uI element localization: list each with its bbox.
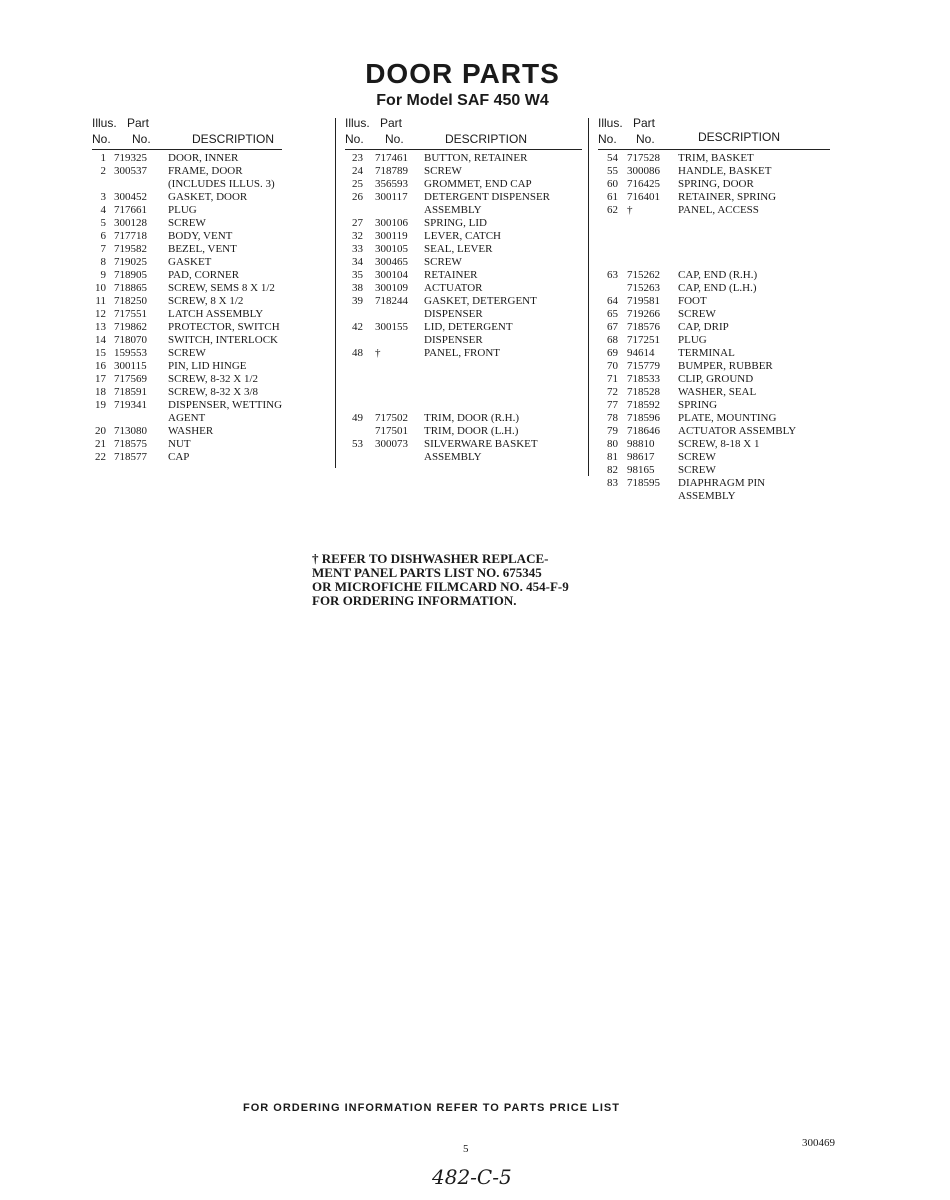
illus-number: 38 [352, 282, 363, 294]
part-number: 718592 [627, 399, 660, 411]
part-number: 718789 [375, 165, 408, 177]
column-divider-left [335, 118, 336, 468]
part-description: PROTECTOR, SWITCH [168, 321, 280, 333]
illus-number: 55 [607, 165, 618, 177]
part-number: 718070 [114, 334, 147, 346]
part-description: RETAINER, SPRING [678, 191, 777, 203]
illus-number: 79 [607, 425, 618, 437]
part-number: 717661 [114, 204, 147, 216]
part-number: 300117 [375, 191, 408, 203]
column-divider-right [588, 118, 589, 476]
part-description: SCREW, 8-18 X 1 [678, 438, 760, 450]
table-row [92, 204, 282, 217]
illus-number: 17 [95, 373, 106, 385]
illus-number: 61 [607, 191, 618, 203]
part-description: PANEL, ACCESS [678, 204, 759, 216]
part-description: TRIM, BASKET [678, 152, 754, 164]
part-number: 300115 [114, 360, 147, 372]
part-description: ASSEMBLY [424, 451, 482, 463]
part-number: 300104 [375, 269, 408, 281]
table-row [598, 295, 830, 308]
table-row [345, 399, 582, 412]
part-number: 300452 [114, 191, 147, 203]
illus-number: 12 [95, 308, 106, 320]
parts-column-3 [598, 116, 830, 503]
part-number: 716401 [627, 191, 660, 203]
illus-number: 18 [95, 386, 106, 398]
part-description: PLUG [678, 334, 707, 346]
header-description: DESCRIPTION [192, 132, 275, 146]
illus-number: 27 [352, 217, 363, 229]
part-description: ACTUATOR ASSEMBLY [678, 425, 797, 437]
illus-number: 54 [607, 152, 618, 164]
header-part: Part [633, 116, 656, 130]
part-description: WASHER, SEAL [678, 386, 757, 398]
table-row [345, 308, 582, 321]
part-number: 300073 [375, 438, 408, 450]
part-number: 718596 [627, 412, 660, 424]
part-number: 717251 [627, 334, 660, 346]
illus-number: 6 [100, 230, 106, 242]
table-row [345, 295, 582, 308]
illus-number: 21 [95, 438, 106, 450]
table-row [345, 243, 582, 256]
illus-number: 9 [100, 269, 106, 281]
table-row [598, 256, 830, 269]
table-row [92, 321, 282, 334]
illus-number: 63 [607, 269, 618, 281]
part-description: CAP, END (L.H.) [678, 282, 757, 294]
table-row [598, 425, 830, 438]
table-row [598, 243, 830, 256]
table-row [345, 321, 582, 334]
part-description: ACTUATOR [424, 282, 483, 294]
table-row [345, 191, 582, 204]
part-description: PLATE, MOUNTING [678, 412, 777, 424]
table-row [598, 360, 830, 373]
part-description: SPRING [678, 399, 718, 411]
table-row [92, 438, 282, 451]
illus-number: 62 [607, 204, 618, 216]
illus-number: 42 [352, 321, 363, 333]
table-row [92, 269, 282, 282]
header-rule [345, 149, 582, 150]
table-row [345, 152, 582, 165]
table-row [92, 360, 282, 373]
ordering-footer: FOR ORDERING INFORMATION REFER TO PARTS PRICE LIST [243, 1102, 620, 1114]
part-description: LATCH ASSEMBLY [168, 308, 264, 320]
header-illus: Illus. [92, 116, 117, 130]
part-number: 719862 [114, 321, 147, 333]
part-number: 717551 [114, 308, 147, 320]
part-number: 718905 [114, 269, 147, 281]
illus-number: 67 [607, 321, 618, 333]
part-description: DETERGENT DISPENSER [424, 191, 550, 203]
table-row [345, 256, 582, 269]
illus-number: 20 [95, 425, 106, 437]
part-description: SEAL, LEVER [424, 243, 493, 255]
table-row [345, 412, 582, 425]
part-description: CLIP, GROUND [678, 373, 754, 385]
table-row [92, 282, 282, 295]
table-row [345, 451, 582, 464]
table-row [345, 386, 582, 399]
table-row [345, 438, 582, 451]
table-row [598, 412, 830, 425]
header-part-no: No. [132, 132, 151, 146]
part-description: CAP, END (R.H.) [678, 269, 758, 281]
table-row [92, 386, 282, 399]
part-number: 98165 [627, 464, 655, 476]
illus-number: 49 [352, 412, 363, 424]
part-description: SCREW [678, 451, 716, 463]
illus-number: 60 [607, 178, 618, 190]
part-number: 300105 [375, 243, 408, 255]
parts-column-1 [92, 116, 282, 464]
illus-number: 53 [352, 438, 363, 450]
table-row [345, 269, 582, 282]
illus-number: 14 [95, 334, 106, 346]
part-description: DIAPHRAGM PIN [678, 477, 766, 489]
table-row [92, 230, 282, 243]
part-number: 300537 [114, 165, 147, 177]
part-description: TERMINAL [678, 347, 735, 359]
part-number: 717461 [375, 152, 408, 164]
part-number: 300155 [375, 321, 408, 333]
part-number: 718865 [114, 282, 147, 294]
part-description: TRIM, DOOR (L.H.) [424, 425, 519, 437]
table-row [598, 334, 830, 347]
part-description: BEZEL, VENT [168, 243, 237, 255]
illus-number: 26 [352, 191, 363, 203]
part-number: 356593 [375, 178, 408, 190]
part-number: 719582 [114, 243, 147, 255]
illus-number: 82 [607, 464, 618, 476]
part-description: FRAME, DOOR [168, 165, 243, 177]
part-description: SCREW [424, 165, 462, 177]
part-number: 715263 [627, 282, 660, 294]
table-row [598, 438, 830, 451]
header-description: DESCRIPTION [445, 132, 528, 146]
part-number: 718595 [627, 477, 660, 489]
part-description: PLUG [168, 204, 197, 216]
part-description: SCREW, 8-32 X 1/2 [168, 373, 259, 385]
illus-number: 34 [352, 256, 363, 268]
part-number: 300109 [375, 282, 408, 294]
part-description: SCREW, SEMS 8 X 1/2 [168, 282, 275, 294]
table-row [345, 334, 582, 347]
column-header [598, 116, 830, 150]
part-description: BUTTON, RETAINER [424, 152, 528, 164]
header-description: DESCRIPTION [698, 130, 781, 144]
table-row [92, 399, 282, 412]
illus-number: 2 [100, 165, 106, 177]
table-row [92, 425, 282, 438]
part-number: 718244 [375, 295, 408, 307]
part-number: 718577 [114, 451, 147, 463]
handwritten-code: 482-C-5 [432, 1165, 512, 1189]
table-row [345, 165, 582, 178]
part-description: SCREW, 8 X 1/2 [168, 295, 244, 307]
illus-number: 78 [607, 412, 618, 424]
illus-number: 13 [95, 321, 106, 333]
part-description: ASSEMBLY [424, 204, 482, 216]
table-row [92, 178, 282, 191]
part-number: 715779 [627, 360, 660, 372]
part-description: (INCLUDES ILLUS. 3) [168, 178, 275, 190]
part-number: 717528 [627, 152, 660, 164]
illus-number: 11 [95, 295, 106, 307]
part-description: GROMMET, END CAP [424, 178, 532, 190]
part-number: 718250 [114, 295, 147, 307]
illus-number: 69 [607, 347, 618, 359]
illus-number: 77 [607, 399, 618, 411]
table-row [598, 399, 830, 412]
illus-number: 10 [95, 282, 106, 294]
table-row [598, 451, 830, 464]
part-description: DISPENSER, WETTING [168, 399, 283, 411]
table-row [345, 282, 582, 295]
table-row [92, 191, 282, 204]
table-row [598, 191, 830, 204]
table-row [598, 230, 830, 243]
table-row [345, 360, 582, 373]
illus-number: 72 [607, 386, 618, 398]
table-row [345, 373, 582, 386]
part-number: 98810 [627, 438, 655, 450]
part-description: SCREW [678, 464, 716, 476]
part-description: HANDLE, BASKET [678, 165, 772, 177]
part-number: 159553 [114, 347, 147, 359]
illus-number: 4 [100, 204, 106, 216]
part-description: SCREW [168, 217, 206, 229]
illus-number: 16 [95, 360, 106, 372]
table-row [92, 308, 282, 321]
part-number: 300128 [114, 217, 147, 229]
table-row [92, 295, 282, 308]
parts-column-2 [345, 116, 582, 464]
illus-number: 83 [607, 477, 618, 489]
illus-number: 23 [352, 152, 363, 164]
header-illus-no: No. [345, 132, 364, 146]
table-row [598, 152, 830, 165]
header-rule [92, 149, 282, 150]
part-number: † [375, 347, 381, 359]
table-row [345, 178, 582, 191]
part-number: 717501 [375, 425, 408, 437]
part-description: TRIM, DOOR (R.H.) [424, 412, 520, 424]
ordering-note: † REFER TO DISHWASHER REPLACE- MENT PANEL PARTS LIST NO. 675345 OR MICROFICHE FILMCARD NO. 454-F-9 FOR ORDERING INFORMATION. [312, 551, 569, 608]
part-number: 718646 [627, 425, 660, 437]
header-illus: Illus. [598, 116, 623, 130]
illus-number: 68 [607, 334, 618, 346]
part-number: 300106 [375, 217, 408, 229]
part-description: WASHER [168, 425, 214, 437]
part-description: SPRING, DOOR [678, 178, 754, 190]
illus-number: 25 [352, 178, 363, 190]
parts-rows [345, 152, 582, 464]
part-description: BODY, VENT [168, 230, 233, 242]
part-description: FOOT [678, 295, 707, 307]
part-number: 719341 [114, 399, 147, 411]
part-description: PIN, LID HINGE [168, 360, 247, 372]
header-illus: Illus. [345, 116, 370, 130]
header-part: Part [127, 116, 150, 130]
parts-rows [598, 152, 830, 503]
page-number: 5 [463, 1143, 469, 1155]
table-row [598, 373, 830, 386]
part-description: NUT [168, 438, 191, 450]
header-part-no: No. [385, 132, 404, 146]
table-row [345, 425, 582, 438]
illus-number: 48 [352, 347, 363, 359]
table-row [598, 269, 830, 282]
header-part: Part [380, 116, 403, 130]
header-rule [598, 149, 830, 150]
illus-number: 24 [352, 165, 363, 177]
table-row [598, 386, 830, 399]
table-row [598, 204, 830, 217]
part-description: PANEL, FRONT [424, 347, 500, 359]
illus-number: 33 [352, 243, 363, 255]
part-number: 717569 [114, 373, 147, 385]
part-number: 718591 [114, 386, 147, 398]
page-title: DOOR PARTS [365, 58, 560, 89]
table-row [598, 217, 830, 230]
part-number: 717718 [114, 230, 147, 242]
illus-number: 81 [607, 451, 618, 463]
table-row [598, 347, 830, 360]
part-number: 94614 [627, 347, 655, 359]
table-row [345, 230, 582, 243]
table-row [92, 451, 282, 464]
table-row [598, 282, 830, 295]
table-row [92, 217, 282, 230]
illus-number: 32 [352, 230, 363, 242]
part-number: 716425 [627, 178, 660, 190]
part-number: 718533 [627, 373, 660, 385]
illus-number: 7 [100, 243, 106, 255]
part-description: SCREW [424, 256, 462, 268]
illus-number: 64 [607, 295, 618, 307]
part-description: BUMPER, RUBBER [678, 360, 773, 372]
part-description: DISPENSER [424, 334, 483, 346]
table-row [598, 308, 830, 321]
column-header [92, 116, 282, 150]
part-description: DOOR, INNER [168, 152, 239, 164]
part-number: 719325 [114, 152, 147, 164]
header-part-no: No. [636, 132, 655, 146]
part-number: 719581 [627, 295, 660, 307]
part-description: LID, DETERGENT [424, 321, 513, 333]
part-number: 718528 [627, 386, 660, 398]
part-description: ASSEMBLY [678, 490, 736, 502]
document-number: 300469 [802, 1137, 835, 1149]
table-row [92, 165, 282, 178]
part-number: † [627, 204, 633, 216]
part-description: GASKET [168, 256, 212, 268]
table-row [92, 347, 282, 360]
column-header [345, 116, 582, 150]
part-number: 715262 [627, 269, 660, 281]
part-description: SCREW [678, 308, 716, 320]
table-row [92, 152, 282, 165]
illus-number: 1 [100, 152, 106, 164]
part-number: 719025 [114, 256, 147, 268]
illus-number: 5 [100, 217, 106, 229]
part-number: 718575 [114, 438, 147, 450]
illus-number: 19 [95, 399, 106, 411]
illus-number: 70 [607, 360, 618, 372]
table-row [598, 165, 830, 178]
table-row [92, 334, 282, 347]
illus-number: 35 [352, 269, 363, 281]
illus-number: 8 [100, 256, 106, 268]
part-description: AGENT [168, 412, 206, 424]
table-row [598, 490, 830, 503]
part-number: 98617 [627, 451, 655, 463]
table-row [92, 243, 282, 256]
table-row [598, 178, 830, 191]
part-description: SCREW, 8-32 X 3/8 [168, 386, 259, 398]
table-row [598, 477, 830, 490]
part-description: RETAINER [424, 269, 478, 281]
header-illus-no: No. [92, 132, 111, 146]
part-description: SPRING, LID [424, 217, 487, 229]
parts-rows [92, 152, 282, 464]
part-number: 713080 [114, 425, 147, 437]
illus-number: 39 [352, 295, 363, 307]
part-description: PAD, CORNER [168, 269, 240, 281]
part-description: SILVERWARE BASKET [424, 438, 538, 450]
part-description: LEVER, CATCH [424, 230, 501, 242]
part-number: 300086 [627, 165, 660, 177]
part-description: GASKET, DETERGENT [424, 295, 537, 307]
illus-number: 22 [95, 451, 106, 463]
part-description: CAP [168, 451, 190, 463]
illus-number: 3 [100, 191, 106, 203]
illus-number: 15 [95, 347, 106, 359]
part-description: GASKET, DOOR [168, 191, 248, 203]
table-row [92, 256, 282, 269]
part-number: 717502 [375, 412, 408, 424]
table-row [92, 412, 282, 425]
part-number: 300465 [375, 256, 408, 268]
table-row [345, 347, 582, 360]
table-row [345, 217, 582, 230]
part-description: SCREW [168, 347, 206, 359]
part-description: SWITCH, INTERLOCK [168, 334, 278, 346]
table-row [345, 204, 582, 217]
model-subtitle: For Model SAF 450 W4 [376, 92, 549, 109]
illus-number: 65 [607, 308, 618, 320]
table-row [598, 321, 830, 334]
illus-number: 71 [607, 373, 618, 385]
part-description: CAP, DRIP [678, 321, 729, 333]
part-number: 300119 [375, 230, 408, 242]
illus-number: 80 [607, 438, 618, 450]
part-number: 719266 [627, 308, 660, 320]
table-row [598, 464, 830, 477]
part-number: 718576 [627, 321, 660, 333]
header-illus-no: No. [598, 132, 617, 146]
part-description: DISPENSER [424, 308, 483, 320]
table-row [92, 373, 282, 386]
